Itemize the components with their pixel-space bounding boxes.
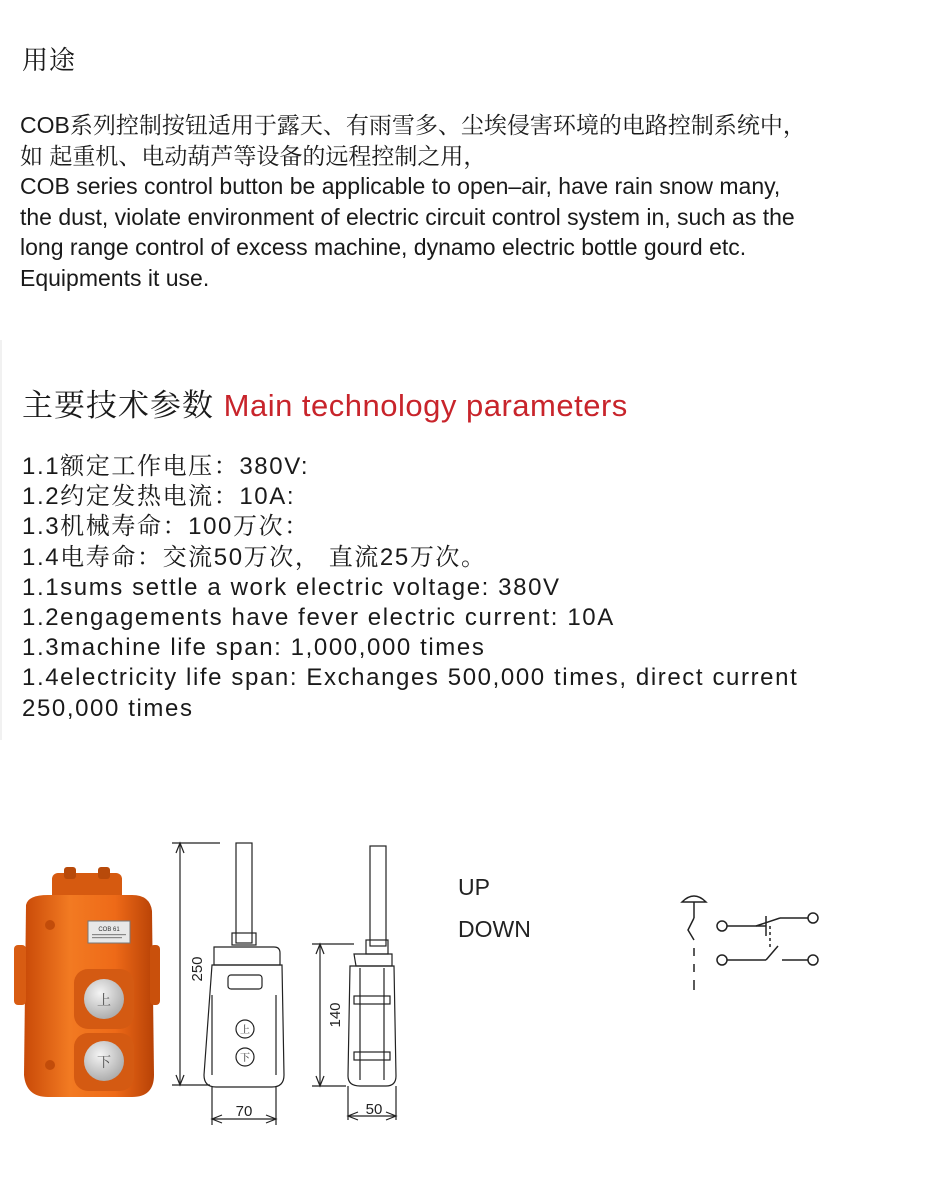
params-list: [22, 452, 798, 724]
front-dimension-drawing: [170, 835, 320, 1130]
param-line: 1.3机械寿命：100万次：: [22, 513, 310, 541]
usage-line: the dust, violate environment of electric circuit control system in, such as the: [20, 203, 795, 230]
usage-heading: 用途: [22, 45, 77, 75]
box-label-text: COB 61: [98, 927, 120, 933]
up-button-label: 上: [97, 992, 111, 1008]
side-dimension-drawing: [310, 840, 410, 1125]
page-edge-shadow: [0, 340, 2, 740]
front-up-mark: 上: [240, 1025, 250, 1036]
params-heading: [22, 380, 628, 425]
usage-line: 如 起重机、电动葫芦等设备的远程控制之用，: [20, 142, 487, 169]
params-heading-en: Main technology parameters: [223, 388, 628, 423]
switch-circuit-symbol: [670, 890, 840, 1000]
down-label: DOWN: [458, 916, 531, 942]
param-line: 1.4电寿命：交流50万次， 直流25万次。: [22, 543, 487, 571]
usage-line: Equipments it use.: [20, 264, 210, 291]
param-line: 1.3machine life span: 1,000,000 times: [22, 634, 486, 662]
params-heading-cn: 主要技术参数: [22, 388, 214, 423]
dim-height-label: 250: [189, 956, 206, 982]
param-line: 1.1sums settle a work electric voltage: 380V: [22, 573, 561, 601]
product-photo: [8, 865, 168, 1110]
param-line: 1.1额定工作电压：380V:: [22, 453, 310, 480]
down-button-label: 下: [97, 1054, 111, 1070]
param-line: 1.2约定发热电流：10A:: [22, 483, 296, 511]
dim-width-side-label: 50: [365, 1101, 383, 1118]
param-line: 250,000 times: [22, 694, 194, 722]
usage-line: long range control of excess machine, dynamo electric bottle gourd etc.: [20, 234, 747, 260]
dim-body-height-label: 140: [327, 1002, 344, 1028]
usage-line: COB series control button be applicable to open–air, have rain snow many,: [20, 173, 781, 199]
usage-text: [20, 110, 925, 293]
front-down-mark: 下: [240, 1053, 250, 1064]
up-label: UP: [458, 874, 490, 900]
usage-line: COB系列控制按钮适用于露天、有雨雪多、尘埃侵害环境的电路控制系统中，: [20, 112, 806, 138]
dim-width-front-label: 70: [235, 1103, 253, 1120]
param-line: 1.2engagements have fever electric current: 10A: [22, 604, 615, 632]
param-line: 1.4electricity life span: Exchanges 500,000 times, direct current: [22, 664, 799, 692]
